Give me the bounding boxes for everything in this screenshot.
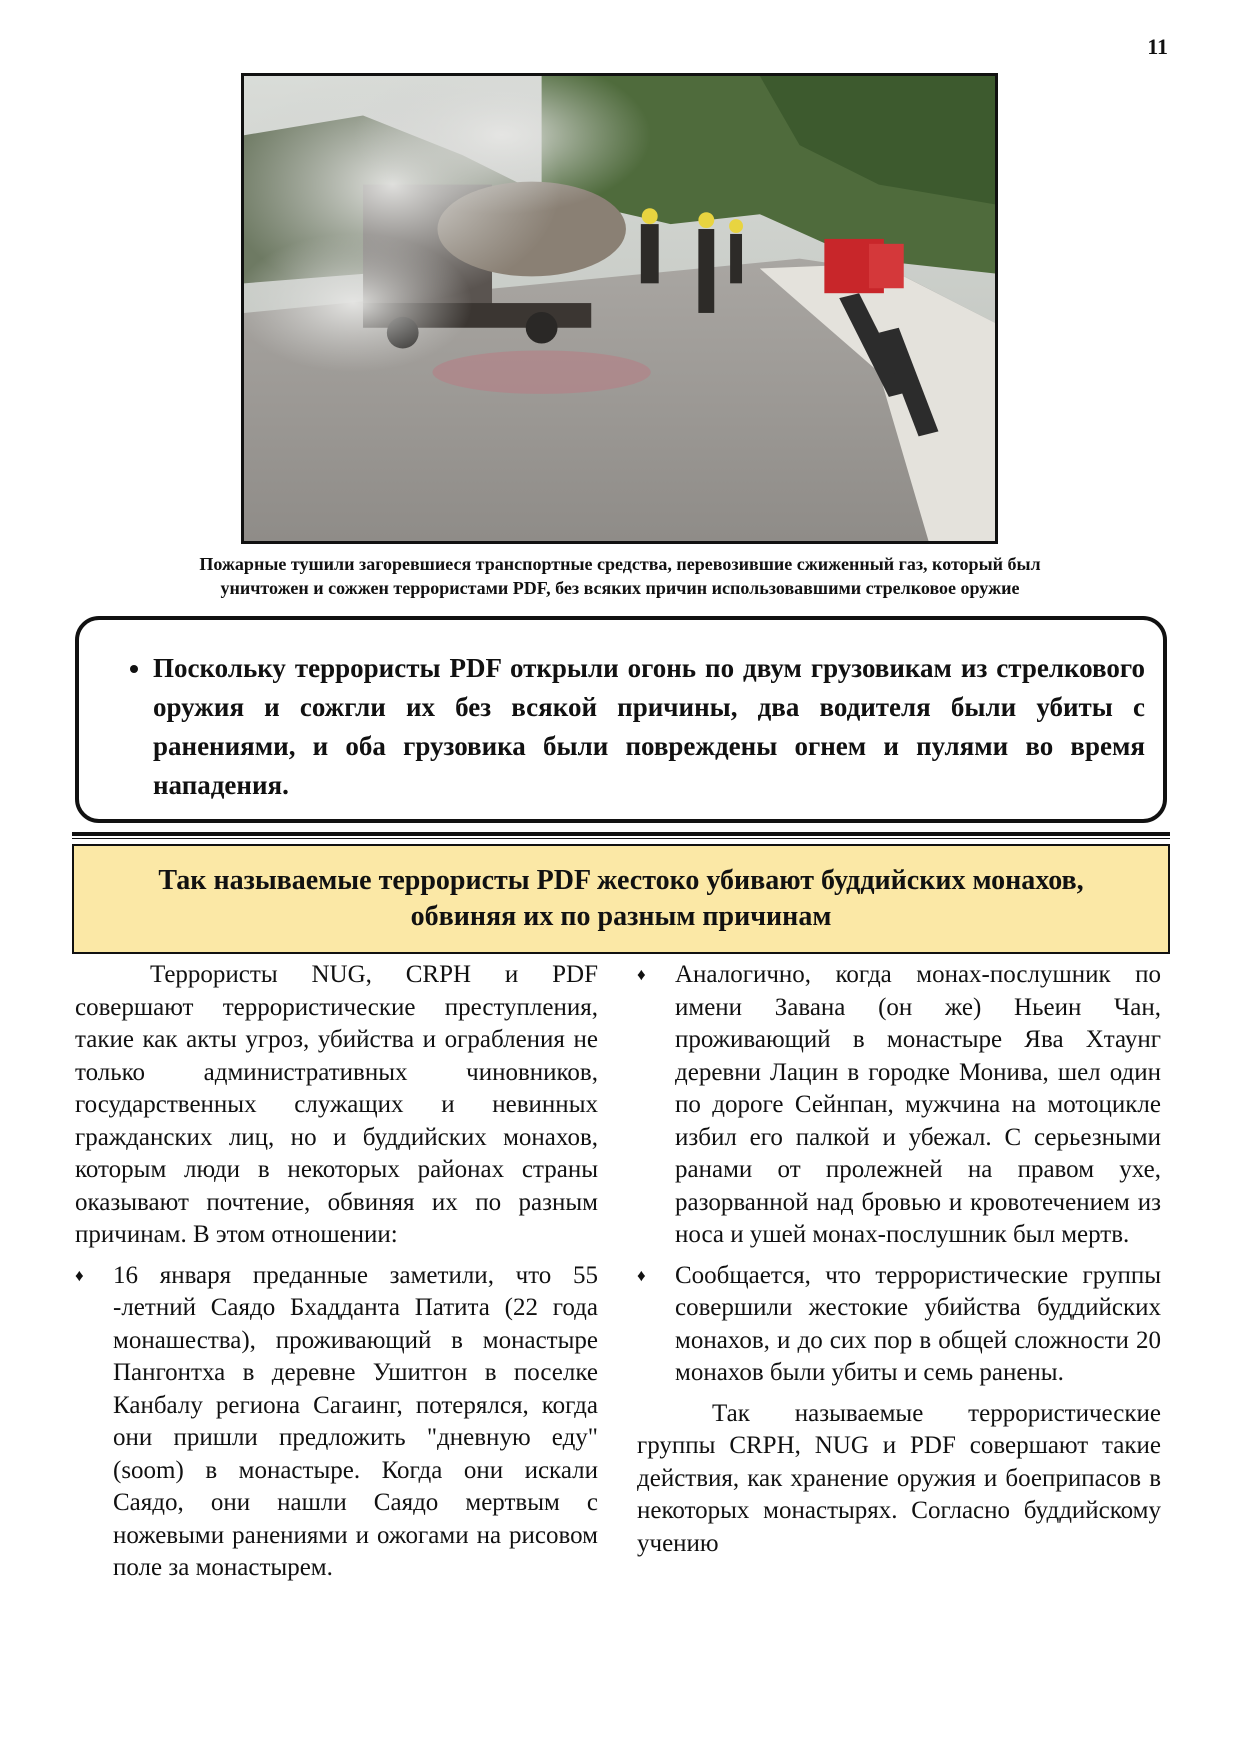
diamond-bullet-icon: ♦: [75, 1265, 84, 1285]
section-heading-line-2: обвиняя их по разным причинам: [410, 901, 832, 932]
caption-line-2: уничтожен и сожжен террористами PDF, без всяких причин использовавшими стрелковое оружие: [220, 578, 1020, 598]
bullet-text: Сообщается, что террористические группы совершили жестокие убийства буддийских монахов, и до сих пор в общей сложности 20 монахов были убиты и семь ранены.: [675, 1261, 1161, 1386]
bullet-text: Аналогично, когда монах-послушник по имени Завана (он же) Ньеин Чан, проживающий в монастыре Ява Хтаунг деревни Лацин в городке Монива, шел один по дороге Сейнпан, мужчина на мотоцикле избил его палкой и убежал. С серьезными ранами от пролежней на правом ухе, разорванной над бровью и кровотечением из носа и ушей монах-послушник был мертв.: [675, 961, 1161, 1248]
intro-paragraph: Террористы NUG, CRPH и PDF совершают террористические преступления, такие как акты угроз, убийства и ограбления не только административных чиновников, государственных служащих и невинных гражданских лиц, но и буддийских монахов, которым люди в некоторых районах страны оказывают почтение, обвиняя их по разным причинам. В этом отношении:: [75, 961, 598, 1248]
page-number: 11: [1147, 34, 1168, 59]
section-heading: [72, 844, 1170, 954]
bullet-text: 16 января преданные заметили, что 55 -летний Саядо Бхадданта Патита (22 года монашества), проживающий в монастыре Пангонтха в деревне Ушитгон в поселке Канбалу региона Сагаинг, потерялся, когда они пришли предложить "дневную еду" (soom) в монастыре. Когда они искали Саядо, они нашли Саядо мертвым с ножевыми ранениями и ожогами на рисовом поле за монастырем.: [113, 1261, 598, 1581]
diamond-bullet-icon: ♦: [637, 965, 646, 984]
callout-item: • Поскольку террористы PDF открыли огонь по двум грузовикам из стрелкового оружия и сожгли их без всякой причины, два водителя были убиты с ранениями, и оба грузовика были повреждены огнем и пулями во время нападения.: [153, 649, 1145, 805]
right-column: [637, 959, 1161, 1560]
diamond-bullet-icon: ♦: [637, 1265, 646, 1285]
left-column: [75, 959, 598, 1585]
bullet-item: [637, 959, 1161, 1252]
section-divider-thin: [72, 838, 1170, 839]
caption-line-1: Пожарные тушили загоревшиеся транспортные средства, перевозившие сжиженный газ, который был: [199, 554, 1041, 574]
closing-paragraph: Так называемые террористические группы CRPH, NUG и PDF совершают такие действия, как хранение оружия и боеприпасов в некоторых монастырях. Согласно буддийскому учению: [637, 1399, 1161, 1557]
bullet-item: [637, 1260, 1161, 1390]
section-divider: [72, 832, 1170, 836]
callout-box: [75, 616, 1167, 823]
tanker-fire-photo-illustration: [244, 76, 995, 541]
photo-caption: [100, 552, 1140, 600]
photo-tanker-fire: [241, 73, 998, 544]
bullet-item: [75, 1260, 598, 1585]
callout-list: [97, 649, 1145, 805]
section-heading-line-1: Так называемые террористы PDF жестоко убивают буддийских монахов,: [158, 865, 1084, 896]
